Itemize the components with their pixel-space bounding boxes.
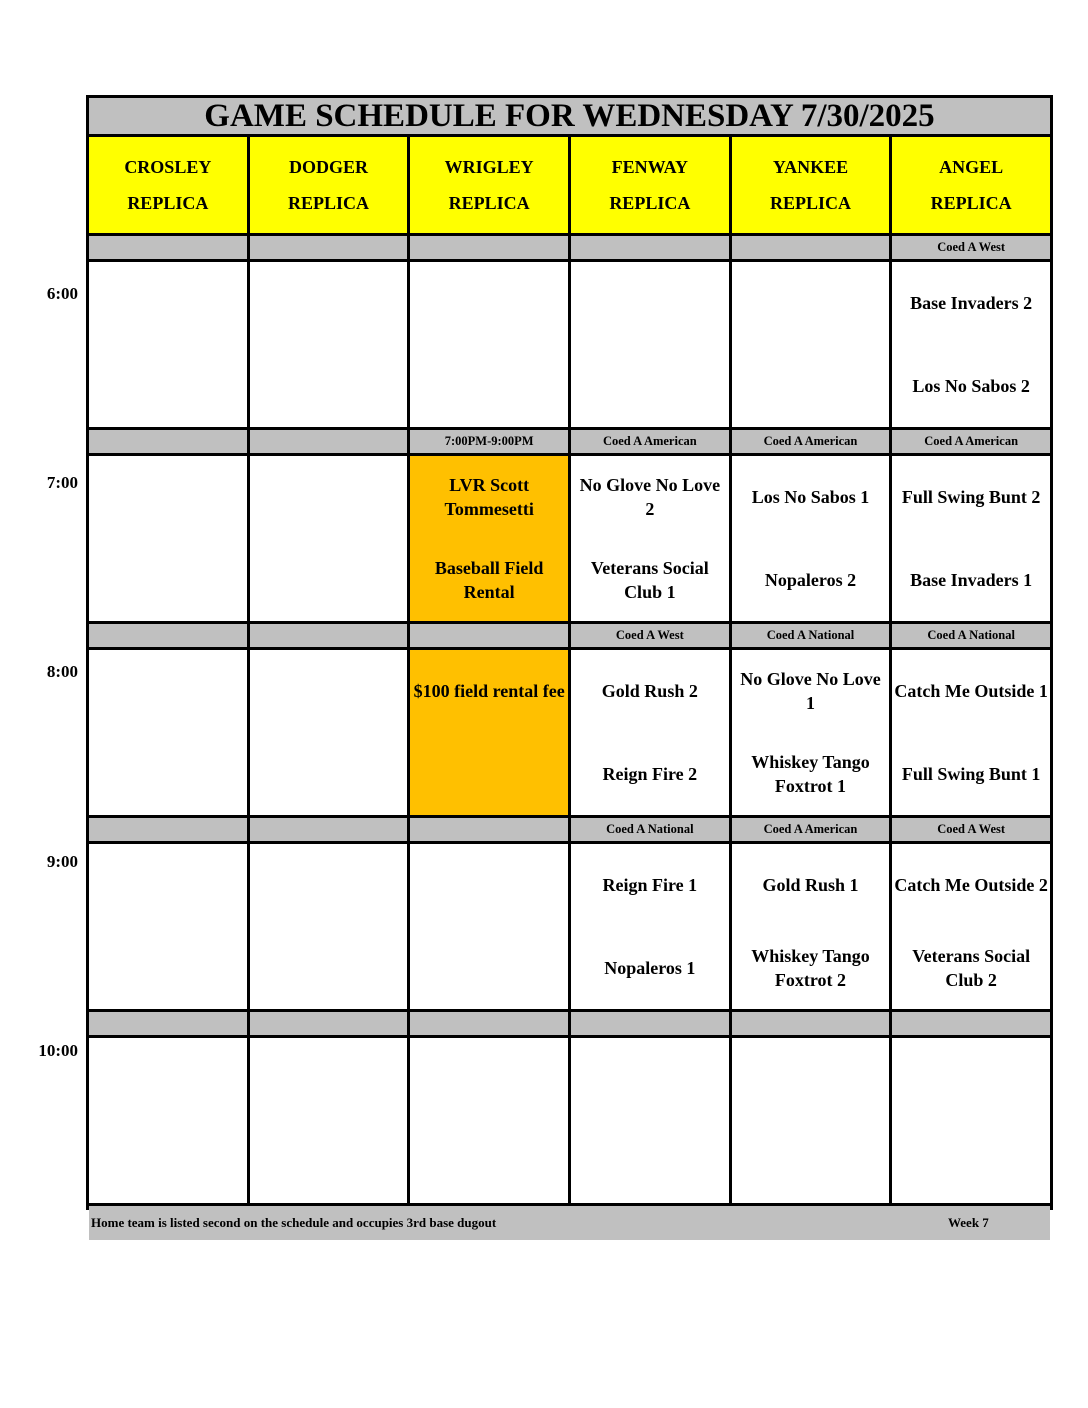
game-cell bbox=[732, 844, 890, 1009]
schedule-footer bbox=[89, 1206, 1050, 1240]
field-header-wrigley bbox=[410, 137, 568, 233]
home-team: Veterans Social Club 2 bbox=[912, 945, 1031, 990]
field-name: YANKEE bbox=[772, 157, 849, 177]
game-cell bbox=[89, 456, 247, 621]
rental-blank bbox=[410, 733, 568, 816]
home-team bbox=[89, 1121, 247, 1204]
field-header-dodger bbox=[250, 137, 408, 233]
game-cell bbox=[410, 1038, 568, 1203]
away-team bbox=[250, 262, 408, 345]
home-team: Veterans Social Club 1 bbox=[590, 557, 709, 602]
field-name: FENWAY bbox=[611, 157, 688, 177]
division-label: Coed A American bbox=[732, 430, 890, 453]
home-team bbox=[250, 345, 408, 428]
field-type: REPLICA bbox=[448, 193, 530, 213]
division-label bbox=[89, 430, 247, 453]
away-team bbox=[410, 1038, 568, 1121]
division-label bbox=[250, 818, 408, 841]
home-team: Full Swing Bunt 1 bbox=[901, 763, 1041, 784]
away-team: No Glove No Love 2 bbox=[579, 475, 721, 520]
time-label-6: 6:00 bbox=[46, 284, 78, 303]
division-label bbox=[250, 430, 408, 453]
time-label-7: 7:00 bbox=[46, 473, 78, 492]
game-cell bbox=[732, 262, 890, 427]
game-cell bbox=[410, 262, 568, 427]
away-team bbox=[571, 262, 729, 345]
field-header-fenway bbox=[571, 137, 729, 233]
division-label bbox=[250, 236, 408, 259]
away-team bbox=[250, 456, 408, 539]
rental-fee: $100 field rental fee bbox=[413, 681, 565, 702]
division-label: Coed A American bbox=[732, 818, 890, 841]
schedule-table bbox=[86, 95, 1053, 1230]
division-label bbox=[410, 236, 568, 259]
game-cell bbox=[892, 650, 1050, 815]
time-label-8: 8:00 bbox=[46, 662, 78, 681]
game-cell bbox=[571, 1038, 729, 1203]
away-team bbox=[250, 650, 408, 733]
home-team bbox=[732, 345, 890, 428]
game-cell bbox=[250, 844, 408, 1009]
field-rental-cell bbox=[410, 456, 568, 621]
division-label: Coed A West bbox=[571, 624, 729, 647]
home-team: Whiskey Tango Foxtrot 2 bbox=[751, 945, 870, 990]
division-label bbox=[410, 624, 568, 647]
game-cell bbox=[571, 262, 729, 427]
game-cell bbox=[89, 844, 247, 1009]
away-team bbox=[89, 650, 247, 733]
game-cell bbox=[250, 456, 408, 621]
game-cell bbox=[250, 650, 408, 815]
division-label bbox=[732, 1012, 890, 1035]
division-label: Coed A American bbox=[571, 430, 729, 453]
division-label: Coed A West bbox=[892, 818, 1050, 841]
field-name: DODGER bbox=[288, 157, 368, 177]
time-labels bbox=[0, 0, 86, 1408]
game-cell bbox=[892, 456, 1050, 621]
division-label bbox=[250, 1012, 408, 1035]
home-team bbox=[410, 1121, 568, 1204]
away-team bbox=[732, 1038, 890, 1121]
division-label bbox=[89, 236, 247, 259]
game-cell bbox=[892, 844, 1050, 1009]
game-cell bbox=[571, 650, 729, 815]
game-cell bbox=[732, 456, 890, 621]
field-header-yankee bbox=[732, 137, 890, 233]
home-team: Base Invaders 1 bbox=[910, 569, 1033, 590]
home-team: Whiskey Tango Foxtrot 1 bbox=[751, 751, 870, 796]
home-team bbox=[410, 345, 568, 428]
away-team bbox=[732, 262, 890, 345]
away-team: Catch Me Outside 2 bbox=[894, 875, 1048, 896]
division-label bbox=[410, 1012, 568, 1035]
away-team bbox=[892, 1038, 1050, 1121]
away-team bbox=[89, 844, 247, 927]
away-team bbox=[410, 844, 568, 927]
away-team: Full Swing Bunt 2 bbox=[901, 487, 1041, 508]
home-team bbox=[89, 539, 247, 622]
division-label bbox=[89, 1012, 247, 1035]
game-cell bbox=[571, 456, 729, 621]
field-name: ANGEL bbox=[939, 157, 1004, 177]
away-team: Gold Rush 2 bbox=[601, 681, 698, 702]
home-team bbox=[571, 345, 729, 428]
field-type: REPLICA bbox=[930, 193, 1012, 213]
game-cell bbox=[89, 650, 247, 815]
game-cell bbox=[571, 844, 729, 1009]
home-team bbox=[571, 1121, 729, 1204]
away-team bbox=[571, 1038, 729, 1121]
field-type: REPLICA bbox=[127, 193, 209, 213]
field-type: REPLICA bbox=[609, 193, 691, 213]
field-header-angel bbox=[892, 137, 1050, 233]
home-team bbox=[89, 733, 247, 816]
away-team: Catch Me Outside 1 bbox=[894, 681, 1048, 702]
home-team bbox=[732, 1121, 890, 1204]
game-cell bbox=[89, 262, 247, 427]
home-team bbox=[250, 733, 408, 816]
division-label: Coed A National bbox=[571, 818, 729, 841]
rental-holder: LVR Scott Tommesetti bbox=[444, 475, 534, 520]
field-rental-cell bbox=[410, 650, 568, 815]
home-team-note: Home team is listed second on the schedule and occupies 3rd base dugout bbox=[91, 1215, 497, 1230]
game-cell bbox=[892, 1038, 1050, 1203]
game-cell bbox=[410, 844, 568, 1009]
away-team bbox=[250, 1038, 408, 1121]
division-label bbox=[571, 1012, 729, 1035]
away-team: No Glove No Love 1 bbox=[740, 669, 881, 714]
game-cell bbox=[250, 262, 408, 427]
away-team bbox=[89, 456, 247, 539]
game-cell bbox=[892, 262, 1050, 427]
division-label: Coed A National bbox=[732, 624, 890, 647]
game-cell bbox=[89, 1038, 247, 1203]
home-team bbox=[250, 1121, 408, 1204]
away-team bbox=[410, 262, 568, 345]
away-team: Base Invaders 2 bbox=[910, 293, 1033, 314]
division-label bbox=[571, 236, 729, 259]
division-label: Coed A West bbox=[892, 236, 1050, 259]
away-team bbox=[89, 262, 247, 345]
field-type: REPLICA bbox=[769, 193, 851, 213]
rental-type: Baseball Field Rental bbox=[434, 557, 544, 602]
division-label: Coed A American bbox=[892, 430, 1050, 453]
away-team: Gold Rush 1 bbox=[762, 875, 859, 896]
schedule-title: GAME SCHEDULE FOR WEDNESDAY 7/30/2025 bbox=[89, 98, 1050, 134]
field-name: CROSLEY bbox=[124, 157, 212, 177]
division-label bbox=[89, 624, 247, 647]
rental-time-label: 7:00PM-9:00PM bbox=[410, 430, 568, 453]
away-team bbox=[89, 1038, 247, 1121]
away-team: Los No Sabos 1 bbox=[751, 487, 870, 508]
division-label: Coed A National bbox=[892, 624, 1050, 647]
field-type: REPLICA bbox=[287, 193, 369, 213]
division-label bbox=[732, 236, 890, 259]
home-team bbox=[89, 927, 247, 1010]
game-cell bbox=[732, 1038, 890, 1203]
home-team: Nopaleros 1 bbox=[604, 957, 696, 978]
division-label bbox=[250, 624, 408, 647]
field-header-crosley bbox=[89, 137, 247, 233]
game-cell bbox=[732, 650, 890, 815]
home-team: Los No Sabos 2 bbox=[912, 375, 1030, 396]
home-team: Reign Fire 2 bbox=[602, 763, 698, 784]
division-label bbox=[89, 818, 247, 841]
week-label: Week 7 bbox=[948, 1215, 989, 1230]
home-team bbox=[410, 927, 568, 1010]
home-team: Nopaleros 2 bbox=[764, 569, 857, 590]
home-team bbox=[89, 345, 247, 428]
division-label bbox=[410, 818, 568, 841]
away-team bbox=[250, 844, 408, 927]
home-team bbox=[250, 927, 408, 1010]
game-cell bbox=[250, 1038, 408, 1203]
field-name: WRIGLEY bbox=[444, 157, 534, 177]
home-team bbox=[250, 539, 408, 622]
division-label bbox=[892, 1012, 1050, 1035]
home-team bbox=[892, 1121, 1050, 1204]
time-label-9: 9:00 bbox=[46, 852, 78, 871]
away-team: Reign Fire 1 bbox=[602, 875, 698, 896]
time-label-10: 10:00 bbox=[38, 1041, 78, 1060]
